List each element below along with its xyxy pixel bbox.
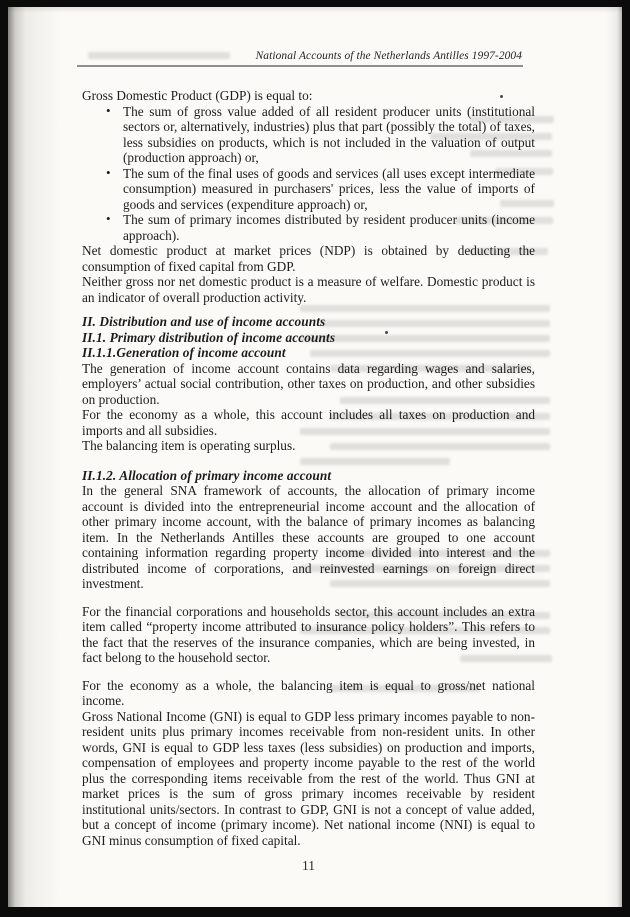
paragraph-allocation-3: For the economy as a whole, the balancing item is equal to gross/net national income. [82,677,535,708]
list-item [82,104,535,166]
list-item [82,166,535,213]
header-rule [77,65,523,67]
paragraph-gdp-intro: Gross Domestic Product (GDP) is equal to: [82,88,313,103]
section-heading-ii: II. Distribution and use of income accounts [82,314,326,329]
paragraph-allocation-4: Gross National Income (GNI) is equal to GDP less primary incomes payable to non-resident units plus primary incomes receivable from non-resident units. In other words, GNI is equal to GDP less taxes (less subsidies) on production and imports, compensation of employees and property income payable to the rest of the world plus the corresponding items receivable from the rest of the world. Thus GNI at market prices is the sum of gross primary incomes receivable by resident institutional units/sectors. In contrast to GDP, GNI is not a concept of value added, but a concept of income (primary income). Net national income (NNI) is equal to GNI minus consumption of fixed capital. [82,708,535,848]
paragraph-generation-2: For the economy as a whole, this account includes all taxes on production and imports and all subsidies. [82,407,535,438]
scan-border-left [0,0,8,917]
list-item-text: The sum of gross value added of all resident producer units (institutional sectors or, alternatively, industries) plus that part (possibly the total) of taxes, less subsidies on products, which is not included in the valuation of output (production approach) or, [123,103,535,165]
section-heading-ii1: II.1. Primary distribution of income accounts [82,329,336,345]
gdp-definition-list [82,104,535,244]
section-heading-ii12: II.1.2. Allocation of primary income account [82,467,332,483]
bullet-icon: • [106,102,111,118]
scan-border-bottom [0,907,630,917]
list-item [82,212,535,243]
running-header: National Accounts of the Netherlands Antilles 1997-2004 [255,50,522,62]
list-item-text: The sum of the final uses of goods and services (all uses except intermediate consumption) measured in purchasers' prices, less the value of imports of goods and services (expenditure approach) or, [123,165,535,212]
paragraph-generation-3: The balancing item is operating surplus. [82,438,296,453]
page-body [82,88,535,848]
scan-border-right [622,0,630,917]
bullet-icon: • [106,164,111,180]
paragraph-ndp: Net domestic product at market prices (NDP) is obtained by deducting the consumption of fixed capital from GDP. [82,243,535,274]
scan-border-top [0,0,630,7]
paragraph-welfare: Neither gross nor net domestic product is a measure of welfare. Domestic product is an indicator of overall production activity. [82,274,535,305]
list-item-text: The sum of primary incomes distributed by resident producer units (income approach). [123,212,535,243]
paragraph-generation-1: The generation of income account contains data regarding wages and salaries, employers’ actual social contribution, other taxes on production, and other subsidies on production. [82,360,535,407]
paragraph-allocation-1: In the general SNA framework of accounts, the allocation of primary income account is divided into the entrepreneurial income account and the allocation of other primary income account, with the balance of primary incomes as balancing item. In the Netherlands Antilles these accounts are grouped to one account containing information regarding property income divided into interest and the distributed income of corporations, and reinvested earnings on foreign direct investment. [82,483,535,591]
bullet-icon: • [106,211,111,226]
section-heading-ii11: II.1.1.Generation of income account [82,345,286,360]
paragraph-allocation-2: For the financial corporations and households sector, this account includes an extra item called “property income attributed to insurance policy holders”. This refers to the fact that the reserves of the insurance companies, which are being invested, in fact belong to the household sector. [82,603,535,665]
page-number: 11 [302,858,315,873]
